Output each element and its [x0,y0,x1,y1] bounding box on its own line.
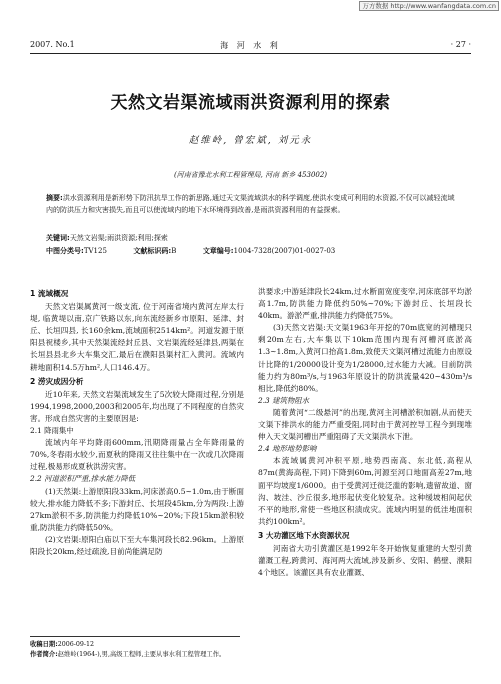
section-2-1-paragraph: 流域内年平均降雨600mm,汛期降雨量占全年降雨量的70%,冬春雨水较少,而夏秋的降雨又往往集中在一次或几次降雨过程,极易形成夏秋洪涝灾害。 [30,438,244,472]
article-id-value: 1004-7328(2007)01-0027-03 [233,247,336,255]
author-bio [30,650,245,660]
authors: 赵维岭, 曾宏斌, 刘元永 [188,135,313,146]
doc-code-label: 文献标识码: [133,247,172,255]
classification-line [46,246,456,256]
footnote-rule [30,636,240,637]
section-2-4-heading: 2.4 地形地势影响 [258,444,317,454]
section-2-2-paragraph-1: (1)天然渠:上游原阳段33km,河床淤高0.5~1.0m,由于断面较大,排水能力降低不多;下游封丘、长垣段45km,分为两段:上游27km淤积不多,防洪能力约降低10%~20%;下段15km淤积较重,防洪能力约降低50%。 [30,486,244,532]
clc-label: 中图分类号: [46,247,84,255]
author-bio-text: 赵维岭(1964-),男,高级工程师,主要从事水利工程管理工作。 [57,650,226,658]
keywords [46,233,456,243]
item-3-paragraph: (3)天然文岩渠:天文渠1963年开挖的70m底宽的河槽现只剩20m左右,大车集以下10km范围内现有河槽河底淤高1.3~1.8m,入黄河口抬高1.8m,致使天文渠河槽过流能力由原设计比降的1/20000设计变为1/28000,过水能力大减。目前防洪能力约为80m³/s,与1963年原设计的防洪流量420~430m³/s相比,降低约80%。 [258,323,472,393]
section-2-3-paragraph: 随着黄河“二级悬河”的出现,黄河主河槽淤积加剧,从而使天文渠下排洪水的能力严重受阻,同时由于黄河控导工程今到现堆伸入天文渠河槽出严重阻碍了天文渠洪水下泄。 [258,407,472,442]
section-3-heading: 3 大功灌区地下水资源状况 [258,530,350,540]
continued-paragraph: 洪要求;中游延津段长24km,过水断面宽度变窄,河床底部平均淤高1.7m,防洪能力降低约50%~70%;下游封丘、长垣段长40km。游淤严重,排洪能力约降低75%。 [258,287,472,321]
section-3-paragraph: 河南省大功引黄灌区是1992年冬开始恢复重建的大型引黄灌溉工程,跨黄河、海河两大流域,涉及新乡、安阳、鹤壁、濮阳4个地区。该灌区具有农业灌溉、 [258,543,472,578]
abstract-text: 洪水资源利用是新形势下防汛抗旱工作的新思路,通过天文渠流域洪水的科学调度,使洪水变成可利用的水资源,不仅可以减轻流域内的防洪压力和灾害损失,而且可以使流域内的地下水环境得到改善,是雨洪资源利用的有益探索。 [46,194,455,214]
section-2-heading: 2 涝灾成因分析 [30,376,84,386]
keywords-label: 关键词: [46,234,70,242]
keywords-text: 天然文岩渠;雨洪资源;利用;探索 [69,234,168,242]
section-2-3-heading: 2.3 建筑物阻水 [258,395,310,405]
section-1-heading: 1 流域概况 [30,289,69,298]
received-date [30,640,245,650]
section-2-4-paragraph: 本流域属黄河冲积平原,地势西南高、东北低,高程从87m(黄海高程,下同)下降到60m,河源至河口地面高差27m,地面平均坡度1/6000。由于受黄河迁徙泛滥的影响,遗留故道、窗沟、坡洼、沙丘很多,地形起伏变化较复杂。这种缓坡相间起伏不平的地形,常使一些地区积渍成灾。流域内明显的低洼地面积共约100km²。 [258,456,472,526]
left-column [30,286,244,558]
author-bio-label: 作者简介: [30,650,58,658]
header-rule [30,53,471,54]
received-label: 收稿日期: [30,641,58,648]
clc-value: TV125 [83,247,107,255]
right-column [258,286,472,579]
header-issue: 2007. No.1 [30,40,75,49]
watermark: 万方数据 http://www.wanfangdata.com.cn [359,1,499,11]
header-page-number: · 27 · [450,40,471,49]
received-value: 2006-09-12 [57,641,95,648]
section-2-1-heading: 2.1 降雨集中 [30,426,74,436]
abstract-label: 摘要: [46,194,63,202]
article-title: 天然文岩渠流域雨洪资源利用的探索 [110,93,391,113]
article-id-label: 文章编号: [202,247,234,255]
section-2-paragraph: 近10年来, 天然文岩渠流域发生了5次较大降雨过程,分别是1994,1998,2000,2003和2005年,均出现了不同程度的自然灾害。形成自然灾害的主要原因是: [30,389,244,423]
footnote [30,640,245,659]
affiliation: (河南省豫北水利工程管理局, 河南 新乡 453002) [173,171,328,179]
section-2-2-heading: 2.2 河道淤积严重,排水能力降低 [30,474,136,484]
section-1-paragraph: 天然文岩渠属黄河一级支流, 位于河南省境内黄河左岸太行堤, 临黄堤以南,京广铁路以东,向东流经新乡市原阳、延津、封丘、长垣四县, 长160余km,流域面积2514km²。河道发源于原阳县祝楼乡,其中天然渠流经封丘县、文岩渠流经延津县,两渠在长垣县县北乡大车集交汇,最后在濮阳县渠村汇入黄河。流域内耕地面积14.5万hm²,人口146.4万。 [30,302,244,372]
section-2-2-paragraph-2: (2)文岩渠:原阳白庙以下至大车集河段长82.96km。上游原阳段长20km,经过疏浚,目前尚能满足防 [30,534,244,556]
doc-code-value: B [171,247,177,255]
header-journal: 海 河 水 利 [220,41,281,50]
abstract [46,193,456,216]
